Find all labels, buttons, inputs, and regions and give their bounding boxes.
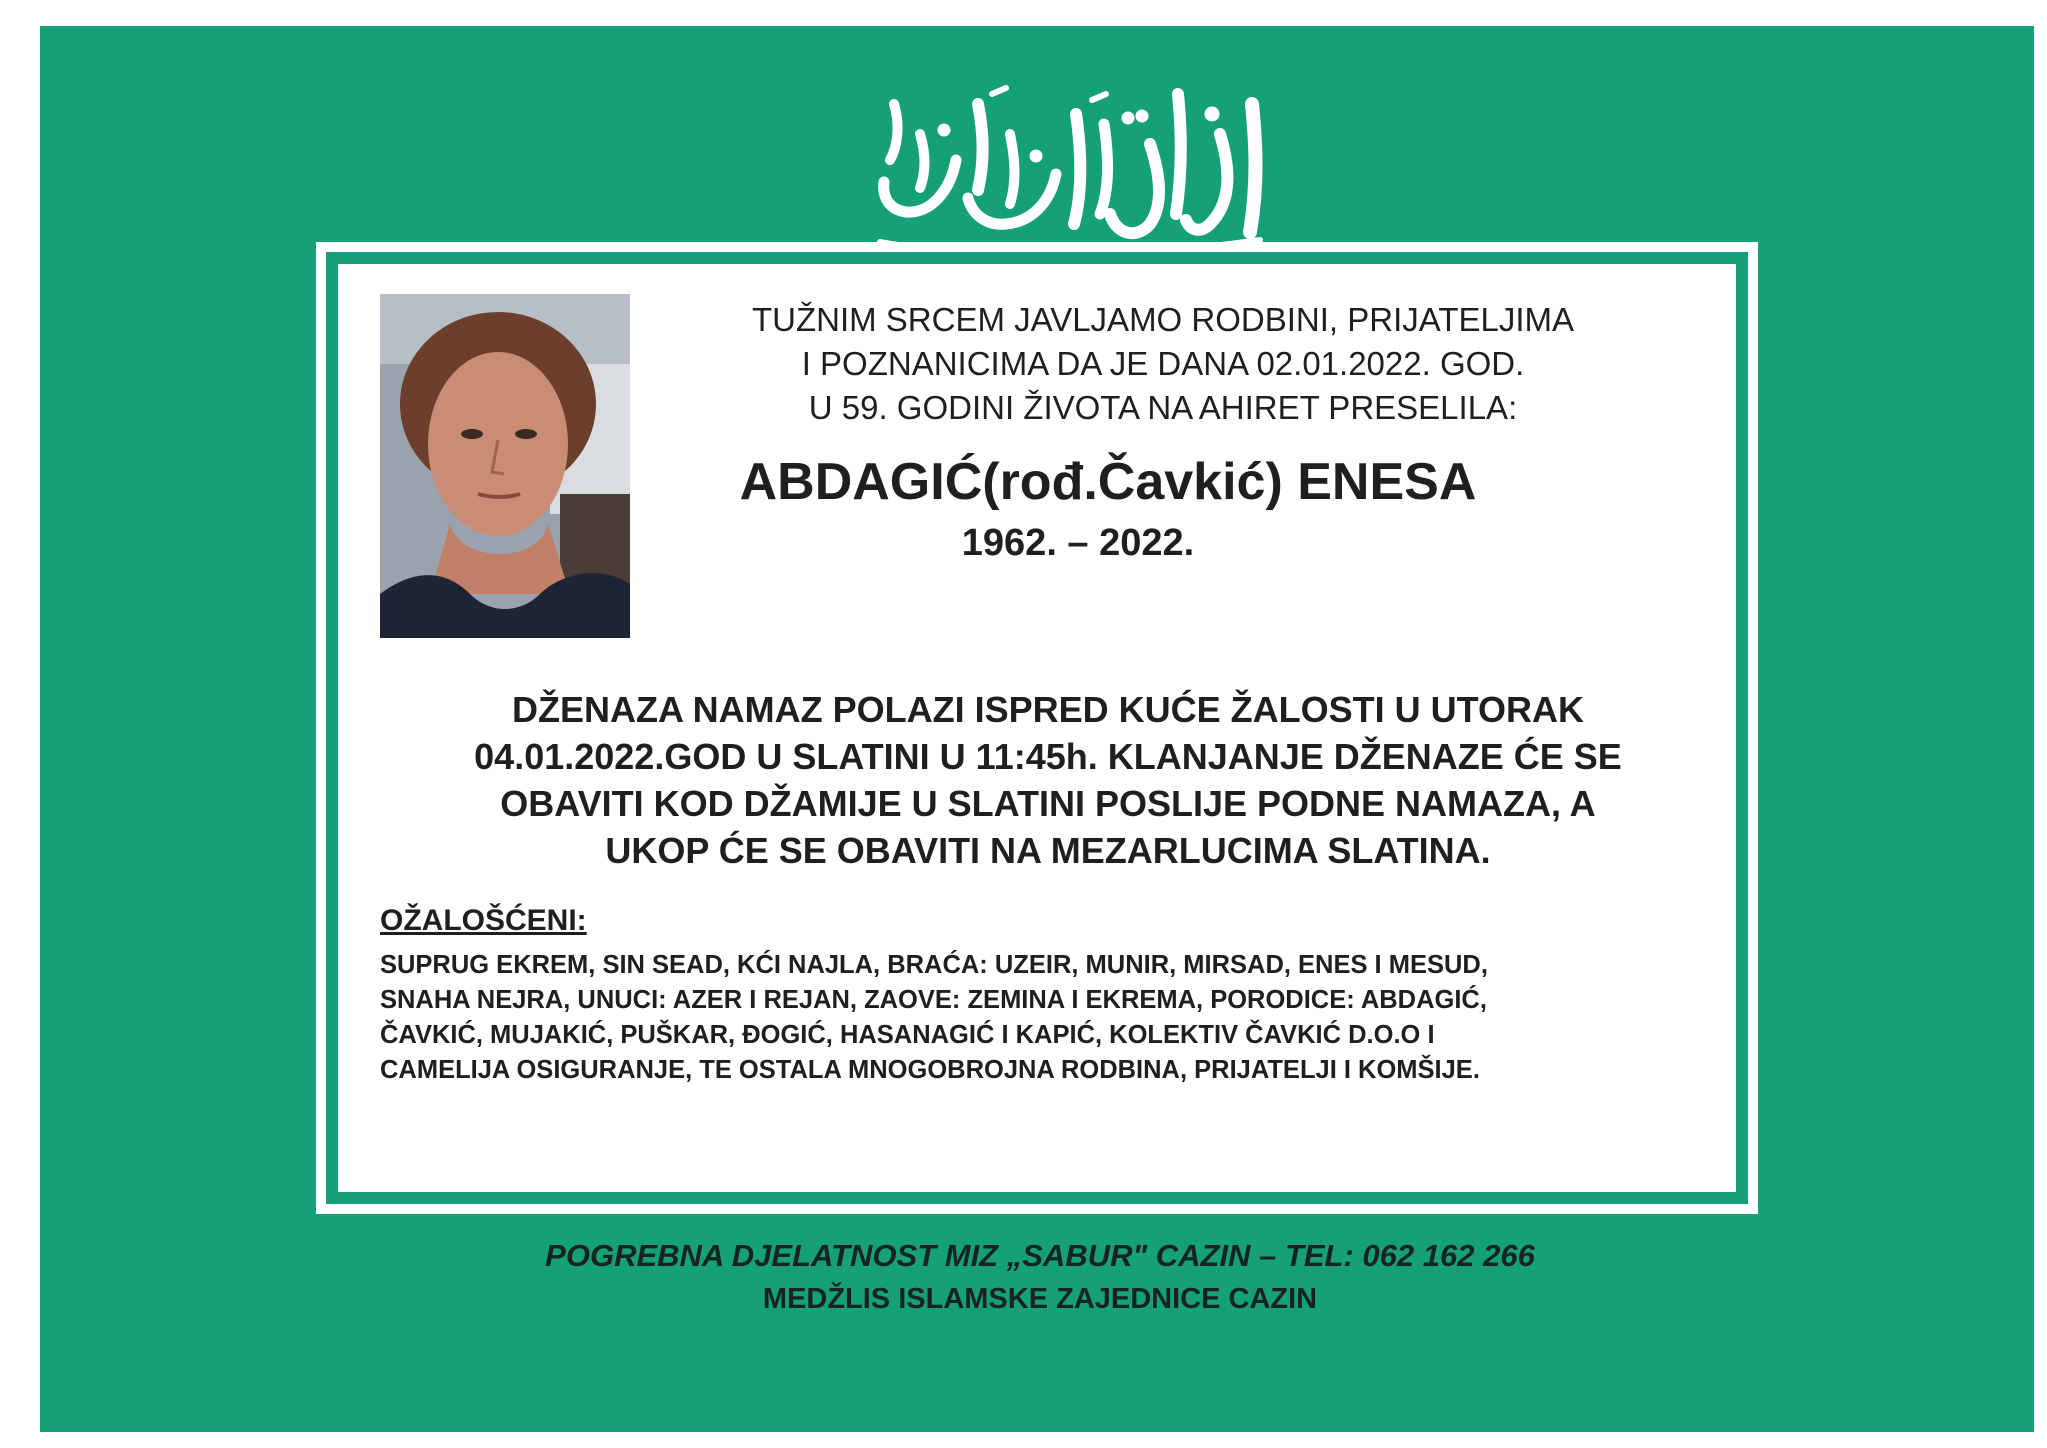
- funeral-line: OBAVITI KOD DŽAMIJE U SLATINI POSLIJE PODNE NAMAZA, A: [500, 783, 1596, 824]
- mourners-list: [380, 948, 1720, 1088]
- funeral-line: DŽENAZA NAMAZ POLAZI ISPRED KUĆE ŽALOSTI U UTORAK: [512, 689, 1584, 730]
- funeral-agency-contact: POGREBNA DJELATNOST MIZ „SABUR" CAZIN – TEL: 062 162 266: [545, 1238, 1535, 1273]
- footer: [320, 1234, 1760, 1320]
- portrait-photo: [380, 294, 630, 638]
- islamic-council-name: MEDŽLIS ISLAMSKE ZAJEDNICE CAZIN: [762, 1283, 1318, 1315]
- funeral-line: UKOP ĆE SE OBAVITI NA MEZARLUCIMA SLATINA.: [605, 830, 1491, 871]
- mourners-line: ČAVKIĆ, MUJAKIĆ, PUŠKAR, ĐOGIĆ, HASANAGIĆ I KAPIĆ, KOLEKTIV ČAVKIĆ D.O.O I: [380, 1021, 1435, 1049]
- deceased-years: 1962. – 2022.: [961, 522, 1195, 564]
- mourners-line: CAMELIJA OSIGURANJE, TE OSTALA MNOGOBROJNA RODBINA, PRIJATELJI I KOMŠIJE.: [380, 1056, 1480, 1084]
- funeral-line: 04.01.2022.GOD U SLATINI U 11:45h. KLANJANJE DŽENAZE ĆE SE: [474, 736, 1622, 777]
- content-frame: [316, 242, 1758, 1214]
- intro-line: U 59. GODINI ŽIVOTA NA AHIRET PRESELILA:: [808, 389, 1518, 426]
- intro-line: I POZNANICIMA DA JE DANA 02.01.2022. GOD.: [801, 345, 1525, 382]
- mourners-heading: OŽALOŠĆENI:: [380, 904, 587, 937]
- mourners-line: SUPRUG EKREM, SIN SEAD, KĆI NAJLA, BRAĆA: UZEIR, MUNIR, MIRSAD, ENES I MESUD,: [380, 951, 1488, 979]
- content-panel: [338, 264, 1736, 1192]
- obituary-sheet: [40, 26, 2034, 1432]
- announcement-intro: [618, 298, 1708, 430]
- mourners-line: SNAHA NEJRA, UNUCI: AZER I REJAN, ZAOVE: ZEMINA I EKREMA, PORODICE: ABDAGIĆ,: [380, 986, 1487, 1014]
- deceased-name: ABDAGIĆ(rođ.Čavkić) ENESA: [739, 453, 1477, 511]
- frame-green-border: [326, 252, 1748, 1204]
- intro-line: TUŽNIM SRCEM JAVLJAMO RODBINI, PRIJATELJIMA: [751, 301, 1575, 338]
- funeral-details: [398, 686, 1698, 874]
